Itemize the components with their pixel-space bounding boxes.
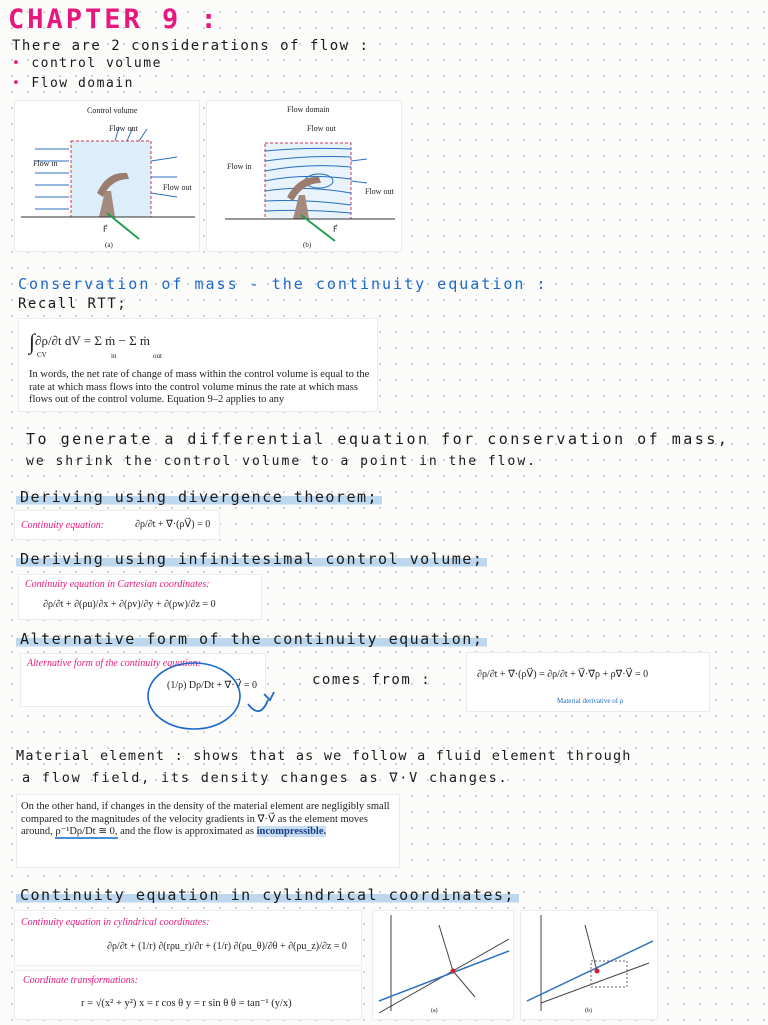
figure-a-flow-in: Flow in (33, 159, 58, 168)
divergence-heading: Deriving using divergence theorem; (16, 488, 382, 506)
rtt-panel (18, 318, 378, 412)
figure-a-flow-out-right: Flow out (163, 183, 192, 192)
figure-a-force: F⃗ (103, 225, 108, 234)
figure-a-heading: Control volume (87, 106, 138, 115)
figure-a-flow-out-top: Flow out (109, 124, 138, 133)
cylindrical-figure-b (520, 910, 658, 1020)
integral-icon: ∫ (29, 329, 36, 354)
figure-a-caption: (a) (105, 241, 113, 249)
figure-b-caption: (b) (303, 241, 312, 249)
intro-line: There are 2 considerations of flow : (12, 38, 370, 54)
cylindrical-panel (14, 910, 362, 966)
material-line-1: Material element : shows that as we follow a fluid element through (16, 748, 632, 764)
divergence-panel (14, 510, 220, 540)
figure-b-flow-out-top: Flow out (307, 124, 336, 133)
figure-flow-domain (206, 100, 402, 252)
material-line-2: a flow field, its density changes as ∇·V changes. (22, 770, 509, 786)
circle-annotation-icon (146, 660, 286, 750)
cylindrical-equation: ∂ρ/∂t + (1/r) ∂(rρu_r)/∂r + (1/r) ∂(ρu_θ)/∂θ + ∂(ρu_z)/∂z = 0 (107, 941, 347, 952)
control-volume-diagram (15, 101, 201, 253)
alternative-heading: Alternative form of the continuity equation; (16, 630, 487, 648)
bullet-dot-icon: • (12, 76, 22, 91)
divergence-equation: ∂ρ/∂t + ∇⃗·(ρV⃗) = 0 (135, 519, 211, 530)
cylindrical-figure-a (372, 910, 514, 1020)
expansion-equation: ∂ρ/∂t + ∇⃗·(ρV⃗) = ∂ρ/∂t + V⃗·∇⃗ρ + ρ∇⃗·V⃗ = 0 (477, 669, 649, 680)
divergence-label: Continuity equation: (21, 520, 105, 531)
figure-control-volume (14, 100, 200, 252)
shrink-line-1: To generate a differential equation for conservation of mass, (26, 430, 730, 448)
cartesian-equation: ∂ρ/∂t + ∂(ρu)/∂x + ∂(ρv)/∂y + ∂(ρw)/∂z = 0 (43, 599, 216, 610)
bullet-flow-domain: • Flow domain (12, 76, 134, 91)
rtt-sub-out: out (153, 352, 162, 360)
transform-equation: r = √(x² + y²) x = r cos θ y = r sin θ θ = tan⁻¹ (y/x) (81, 998, 292, 1009)
cartesian-panel (18, 574, 262, 620)
recall-rtt: Recall RTT; (18, 296, 128, 312)
material-panel (16, 794, 400, 868)
figure-b-heading: Flow domain (287, 105, 330, 114)
cylindrical-diagram-b (521, 911, 659, 1021)
transform-panel (14, 970, 362, 1020)
cylindrical-fig-b-caption: (b) (585, 1008, 592, 1014)
cylindrical-heading: Continuity equation in cylindrical coordinates; (16, 886, 519, 904)
flow-domain-diagram (207, 101, 403, 253)
infinitesimal-heading: Deriving using infinitesimal control volume; (16, 550, 487, 568)
material-derivative-label: Material derivative of ρ (557, 697, 624, 705)
material-paragraph: On the other hand, if changes in the density of the material element are negligibly small compared to the magnitudes of the velocity gradients in ∇⃗·V⃗ as the element moves around, ρ⁻¹Dρ/Dt ≅ 0, and the flow is approximated as incompressible. (21, 801, 390, 837)
cylindrical-label: Continuity equation in cylindrical coordinates: (21, 917, 210, 928)
figure-b-flow-out-right: Flow out (365, 187, 394, 196)
mass-heading: Conservation of mass - the continuity equation : (18, 275, 548, 293)
bullet-control-volume: • control volume (12, 56, 162, 71)
cylindrical-diagram-a (373, 911, 515, 1021)
figure-b-flow-in: Flow in (227, 162, 252, 171)
figure-b-force: F⃗ (333, 225, 338, 234)
cartesian-label: Continuity equation in Cartesian coordinates: (25, 579, 210, 590)
shrink-line-2: we shrink the control volume to a point in the flow. (26, 454, 537, 469)
rtt-sub-cv: CV (37, 351, 47, 359)
rtt-sub-in: in (111, 352, 117, 360)
comes-from: comes from : (312, 672, 432, 688)
cylindrical-fig-a-caption: (a) (431, 1008, 438, 1014)
alternative-equation: (1/ρ) Dρ/Dt + ∇⃗·V⃗ = 0 (167, 680, 258, 691)
alternative-label: Alternative form of the continuity equation: (27, 658, 202, 669)
transform-label: Coordinate transformations: (23, 975, 138, 986)
bullet-dot-icon: • (12, 56, 22, 71)
expansion-panel (466, 652, 710, 712)
chapter-title: CHAPTER 9 : (8, 4, 220, 35)
rtt-words: In words, the net rate of change of mass within the control volume is equal to the rate at which mass flows into the control volume minus the rate at which mass flows out of the control volume. Equation 9–2 applies to any (29, 369, 370, 405)
rtt-equation: ∫∂ρ/∂t dV = Σ ṁ − Σ ṁ (29, 329, 151, 354)
